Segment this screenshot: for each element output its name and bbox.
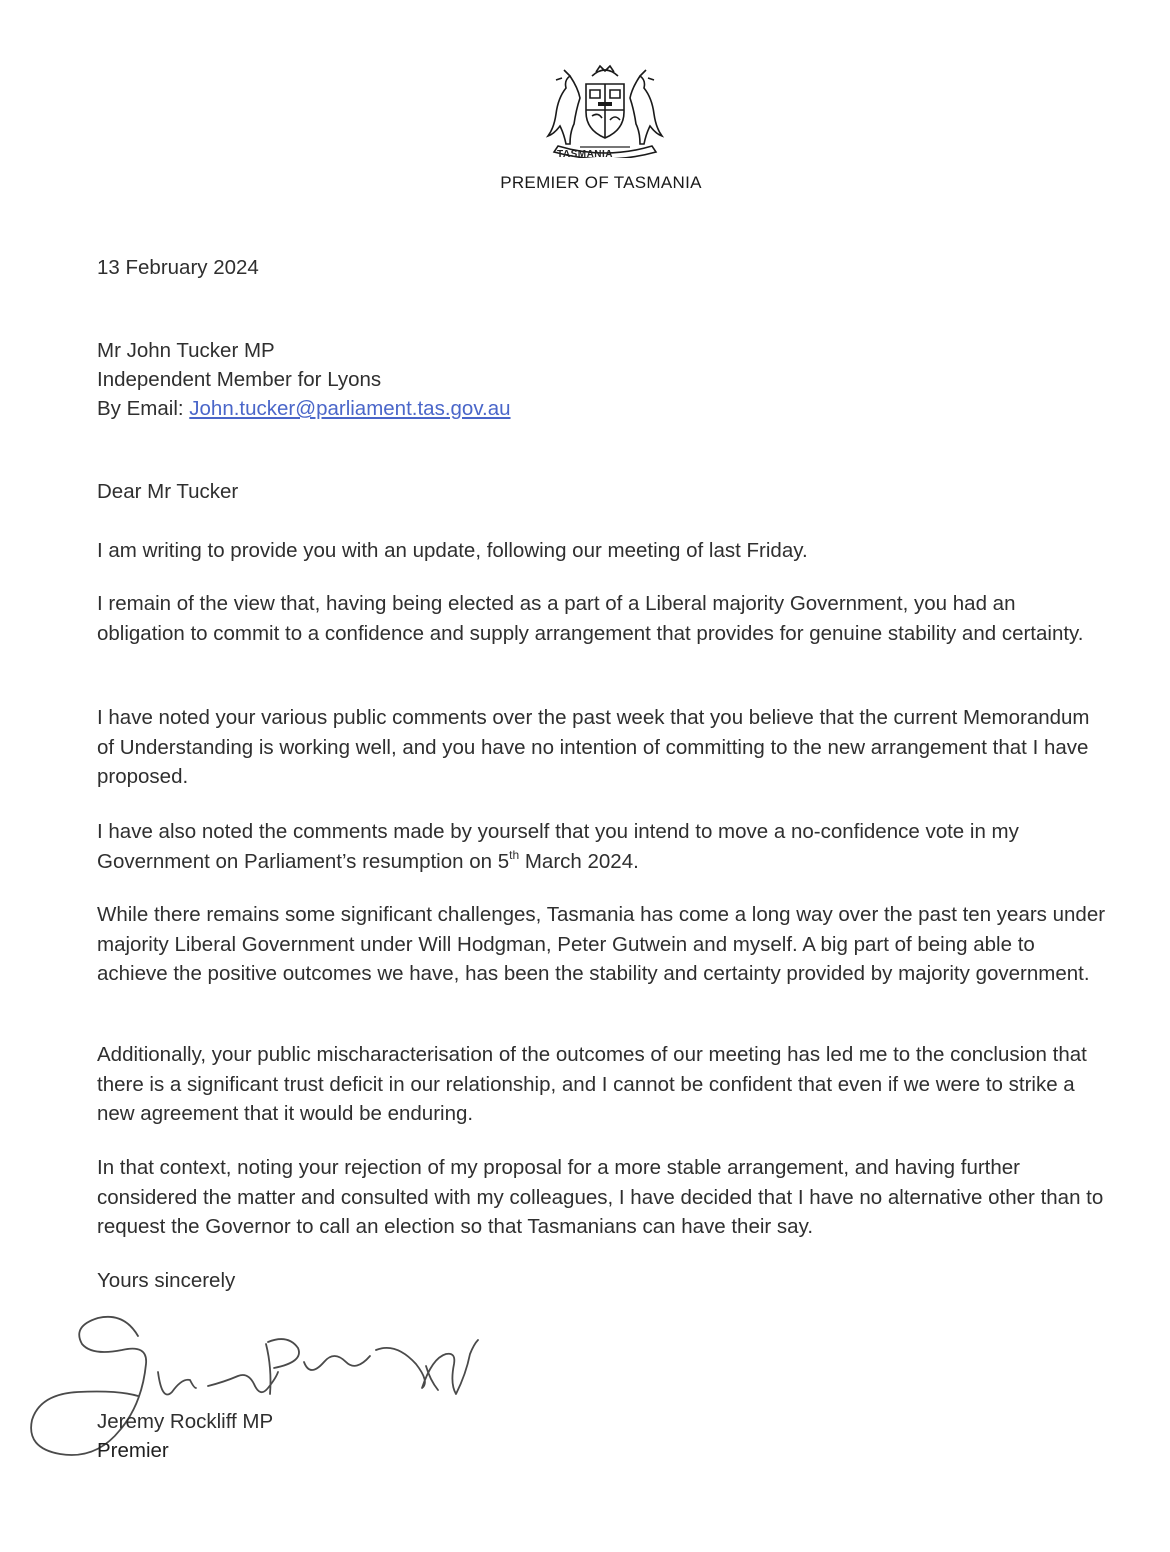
tasmania-coat-of-arms-icon — [540, 62, 670, 158]
signatory-name: Jeremy Rockliff MP — [97, 1410, 274, 1433]
body-paragraph-4 — [97, 817, 1107, 876]
body-paragraph-2: I remain of the view that, having being elected as a part of a Liberal majority Government, you had an obligation to commit to a confidence and supply arrangement that provides for genuine stability and certainty. — [97, 592, 1084, 645]
signatory-title: Premier — [97, 1439, 169, 1462]
handwritten-signature — [18, 1302, 498, 1462]
recipient-email-line — [97, 394, 511, 424]
salutation: Dear Mr Tucker — [97, 480, 239, 503]
recipient-role: Independent Member for Lyons — [97, 368, 382, 391]
letter-date: 13 February 2024 — [97, 256, 259, 279]
body-paragraph-5: While there remains some significant challenges, Tasmania has come a long way over the past ten years under majority Liberal Government under Will Hodgman, Peter Gutwein and myself. A big part of being able to achieve the positive outcomes we have, has been the stability and certainty provided by majority government. — [97, 903, 1106, 985]
body-paragraph-1: I am writing to provide you with an update, following our meeting of last Friday. — [97, 539, 808, 562]
closing: Yours sincerely — [97, 1269, 236, 1292]
crest-label: TASMANIA — [556, 149, 614, 160]
office-title: PREMIER OF TASMANIA — [500, 173, 702, 192]
recipient-email-link[interactable]: John.tucker@parliament.tas.gov.au — [189, 397, 511, 420]
p4-text: I have also noted the comments made by yourself that you intend to move a no-confidence vote in my Government on Parliament’s resumption on 5 — [97, 820, 1019, 873]
body-paragraph-3: I have noted your various public comments over the past week that you believe that the current Memorandum of Understanding is working well, and you have no intention of committing to the new arrangement that I have proposed. — [97, 706, 1090, 788]
recipient-name: Mr John Tucker MP — [97, 339, 275, 362]
email-prefix: By Email: — [97, 397, 190, 420]
body-paragraph-7: In that context, noting your rejection of my proposal for a more stable arrangement, and having further considered the matter and consulted with my colleagues, I have decided that I have no alternative other than to request the Governor to call an election so that Tasmanians can have their say. — [97, 1156, 1104, 1238]
p4-text-end: March 2024. — [519, 849, 639, 873]
body-paragraph-6: Additionally, your public mischaracterisation of the outcomes of our meeting has led me to the conclusion that there is a significant trust deficit in our relationship, and I cannot be confident that even if we were to strike a new agreement that it would be enduring. — [97, 1043, 1087, 1125]
p4-superscript: th — [509, 847, 520, 862]
